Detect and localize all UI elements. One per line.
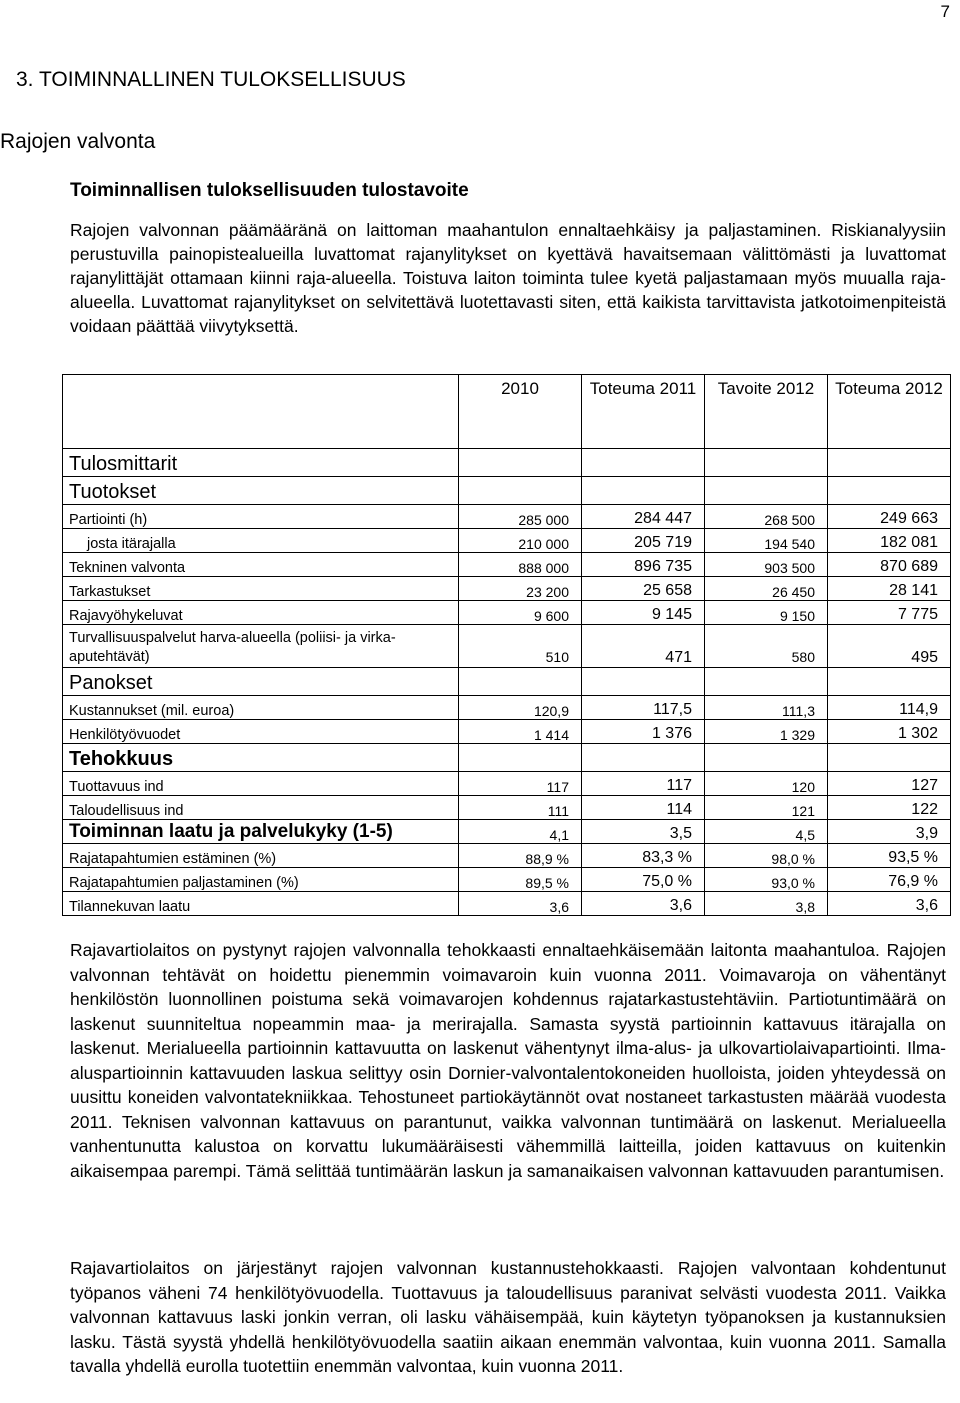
group-tuotokset: Tuotokset	[63, 477, 459, 505]
table-row	[63, 844, 951, 868]
cell-tavoite-2012: 98,0 %	[705, 844, 828, 868]
table-row	[63, 796, 951, 820]
cell-toteuma-2011: 9 145	[582, 601, 705, 625]
cell-toteuma-2012: 122	[828, 796, 951, 820]
cell-toteuma-2011: 3,5	[582, 820, 705, 844]
cell-toteuma-2012: 76,9 %	[828, 868, 951, 892]
cell-2010: 9 600	[459, 601, 582, 625]
cell-tavoite-2012: 268 500	[705, 505, 828, 529]
cell-tavoite-2012: 9 150	[705, 601, 828, 625]
cell-toteuma-2011: 1 376	[582, 720, 705, 744]
performance-table	[62, 374, 951, 916]
cell-toteuma-2011: 896 735	[582, 553, 705, 577]
row-label: Toiminnan laatu ja palvelukyky (1-5)	[63, 820, 459, 844]
cell-tavoite-2012: 26 450	[705, 577, 828, 601]
intro-paragraph: Rajojen valvonnan päämääränä on laittoman maahantulon ennaltaehkäisy ja paljastaminen. Riskianalyysiin perustuvilla painopistealueilla luvattomat rajanylitykset on kyettävä havaitsemaan välittömästi ja luvattomat rajanylittäjät ottamaan kiinni raja-alueella. Toistuva laiton toiminta tulee kyetä paljastamaan myös muualla raja-alueella. Luvattomat rajanylitykset on selvitettävä luotettavasti siten, että kaikista tarvittavista jatkotoimenpiteistä voidaan päättää viivytyksettä.	[70, 220, 946, 336]
table-row	[63, 529, 951, 553]
cell-tavoite-2012: 93,0 %	[705, 868, 828, 892]
chapter-title: 3. TOIMINNALLINEN TULOKSELLISUUS	[16, 68, 406, 91]
cell-toteuma-2011: 117,5	[582, 696, 705, 720]
cell-toteuma-2012: 3,9	[828, 820, 951, 844]
cell-tavoite-2012: 903 500	[705, 553, 828, 577]
table-row	[63, 553, 951, 577]
cell-2010: 117	[459, 772, 582, 796]
cell-toteuma-2012: 3,6	[828, 892, 951, 916]
cell-toteuma-2011: 284 447	[582, 505, 705, 529]
page-number: 7	[940, 2, 950, 21]
row-label: Rajatapahtumien estäminen (%)	[63, 844, 459, 868]
table-row	[63, 892, 951, 916]
cell-2010: 210 000	[459, 529, 582, 553]
subsection-title: Toiminnallisen tuloksellisuuden tulostavoite	[70, 180, 469, 201]
cell-toteuma-2012: 1 302	[828, 720, 951, 744]
body-paragraph-1: Rajavartiolaitos on pystynyt rajojen valvonnalla tehokkaasti ennaltaehkäisemään laitonta maahantuloa. Rajojen valvonnan tehtävät on hoidettu pienemmin voimavaroin kuin vuonna 2011. Voimavaroja on vähentänyt henkilöstön luonnollinen poistuma sekä voimavarojen kohdennus rajatarkastustehtäviin. Partiotuntimäärä on laskenut suunniteltua nopeammin maa- ja merirajalla. Samasta syystä partioinnin kattavuus itärajalla on laskenut. Merialueella partioinnin kattavuutta on laskenut vähentynyt ilma-alus- ja ulkovartiolaivapartiointi. Ilma-aluspartioinnin kattavuuden laskua selittyy osin Dornier-valvontalentokoneiden huolloista, joiden yhteydessä on uusittu koneiden valvontatekniikkaa. Tehostuneet partiokäytännöt ovat nostaneet tarkastusten määrää vuodesta 2011. Teknisen valvonnan kattavuus on parantunut, vaikka valvonnan tuntimäärä on laskenut. Merialueella vanhentunutta kalustoa on korvattu lukumääräisesti vähemmillä laitteilla, joiden kattavuus on kuitenkin aikaisempaa parempi. Tämä selittää tuntimäärän laskun ja samanaikaisen valvonnan kattavuuden parantumisen.	[70, 940, 946, 1181]
cell-2010: 111	[459, 796, 582, 820]
row-label: Kustannukset (mil. euroa)	[63, 696, 459, 720]
table-row	[63, 868, 951, 892]
cell-2010: 510	[459, 625, 582, 668]
cell-2010: 88,9 %	[459, 844, 582, 868]
cell-toteuma-2012: 93,5 %	[828, 844, 951, 868]
group-tehokkuus: Tehokkuus	[63, 744, 459, 772]
cell-tavoite-2012: 3,8	[705, 892, 828, 916]
table-row	[63, 820, 951, 844]
cell-toteuma-2012: 28 141	[828, 577, 951, 601]
row-label: Rajavyöhykeluvat	[63, 601, 459, 625]
cell-toteuma-2012: 114,9	[828, 696, 951, 720]
row-label: Taloudellisuus ind	[63, 796, 459, 820]
header-toteuma-2012: Toteuma 2012	[828, 375, 951, 449]
header-2010: 2010	[459, 375, 582, 449]
cell-toteuma-2012: 182 081	[828, 529, 951, 553]
cell-2010: 1 414	[459, 720, 582, 744]
row-label: Turvallisuuspalvelut harva-alueella (poliisi- ja virka-aputehtävät)	[63, 625, 459, 668]
cell-2010: 4,1	[459, 820, 582, 844]
row-label: josta itärajalla	[63, 529, 459, 553]
table-row	[63, 696, 951, 720]
cell-toteuma-2011: 114	[582, 796, 705, 820]
cell-toteuma-2011: 83,3 %	[582, 844, 705, 868]
table-header-row	[63, 375, 951, 449]
cell-2010: 3,6	[459, 892, 582, 916]
row-label: Partiointi (h)	[63, 505, 459, 529]
group-panokset: Panokset	[63, 668, 459, 696]
table-row	[63, 577, 951, 601]
header-toteuma-2011: Toteuma 2011	[582, 375, 705, 449]
row-label: Rajatapahtumien paljastaminen (%)	[63, 868, 459, 892]
table-row	[63, 505, 951, 529]
cell-tavoite-2012: 4,5	[705, 820, 828, 844]
cell-toteuma-2011: 75,0 %	[582, 868, 705, 892]
row-label: Tekninen valvonta	[63, 553, 459, 577]
cell-2010: 888 000	[459, 553, 582, 577]
body-paragraph-2: Rajavartiolaitos on järjestänyt rajojen valvonnan kustannustehokkaasti. Rajojen valvontaan kohdentunut työpanos väheni 74 henkilötyövuodella. Tuottavuus ja taloudellisuus paranivat selvästi vuodesta 2011. Vaikka valvonnan kattavuus laski jonkin verran, oli lasku vähäisempää, kuin käytetyn työpanoksen ja kustannuksien lasku. Tästä syystä yhdellä henkilötyövuodella saatiin aikaan enemmän valvontaa, kuin vuonna 2011. Samalla tavalla yhdellä eurolla tuotettiin enemmän valvontaa, kuin vuonna 2011.	[70, 1258, 946, 1376]
cell-tavoite-2012: 1 329	[705, 720, 828, 744]
cell-toteuma-2011: 205 719	[582, 529, 705, 553]
cell-tavoite-2012: 580	[705, 625, 828, 668]
table-row	[63, 720, 951, 744]
cell-2010: 120,9	[459, 696, 582, 720]
row-label: Tarkastukset	[63, 577, 459, 601]
row-label: Henkilötyövuodet	[63, 720, 459, 744]
cell-toteuma-2012: 127	[828, 772, 951, 796]
cell-2010: 285 000	[459, 505, 582, 529]
table-row	[63, 625, 951, 668]
cell-toteuma-2012: 7 775	[828, 601, 951, 625]
cell-toteuma-2011: 3,6	[582, 892, 705, 916]
cell-tavoite-2012: 111,3	[705, 696, 828, 720]
row-label: Tilannekuvan laatu	[63, 892, 459, 916]
cell-tavoite-2012: 121	[705, 796, 828, 820]
cell-tavoite-2012: 194 540	[705, 529, 828, 553]
cell-toteuma-2012: 870 689	[828, 553, 951, 577]
cell-toteuma-2012: 249 663	[828, 505, 951, 529]
row-label: Tuottavuus ind	[63, 772, 459, 796]
section-title: Rajojen valvonta	[0, 130, 156, 153]
header-tavoite-2012: Tavoite 2012	[705, 375, 828, 449]
cell-2010: 89,5 %	[459, 868, 582, 892]
cell-toteuma-2011: 25 658	[582, 577, 705, 601]
table-row	[63, 772, 951, 796]
cell-toteuma-2011: 117	[582, 772, 705, 796]
cell-toteuma-2012: 495	[828, 625, 951, 668]
cell-toteuma-2011: 471	[582, 625, 705, 668]
cell-tavoite-2012: 120	[705, 772, 828, 796]
header-empty-cell	[63, 375, 459, 449]
cell-2010: 23 200	[459, 577, 582, 601]
group-tulosmittarit: Tulosmittarit	[63, 449, 459, 477]
table-row	[63, 601, 951, 625]
